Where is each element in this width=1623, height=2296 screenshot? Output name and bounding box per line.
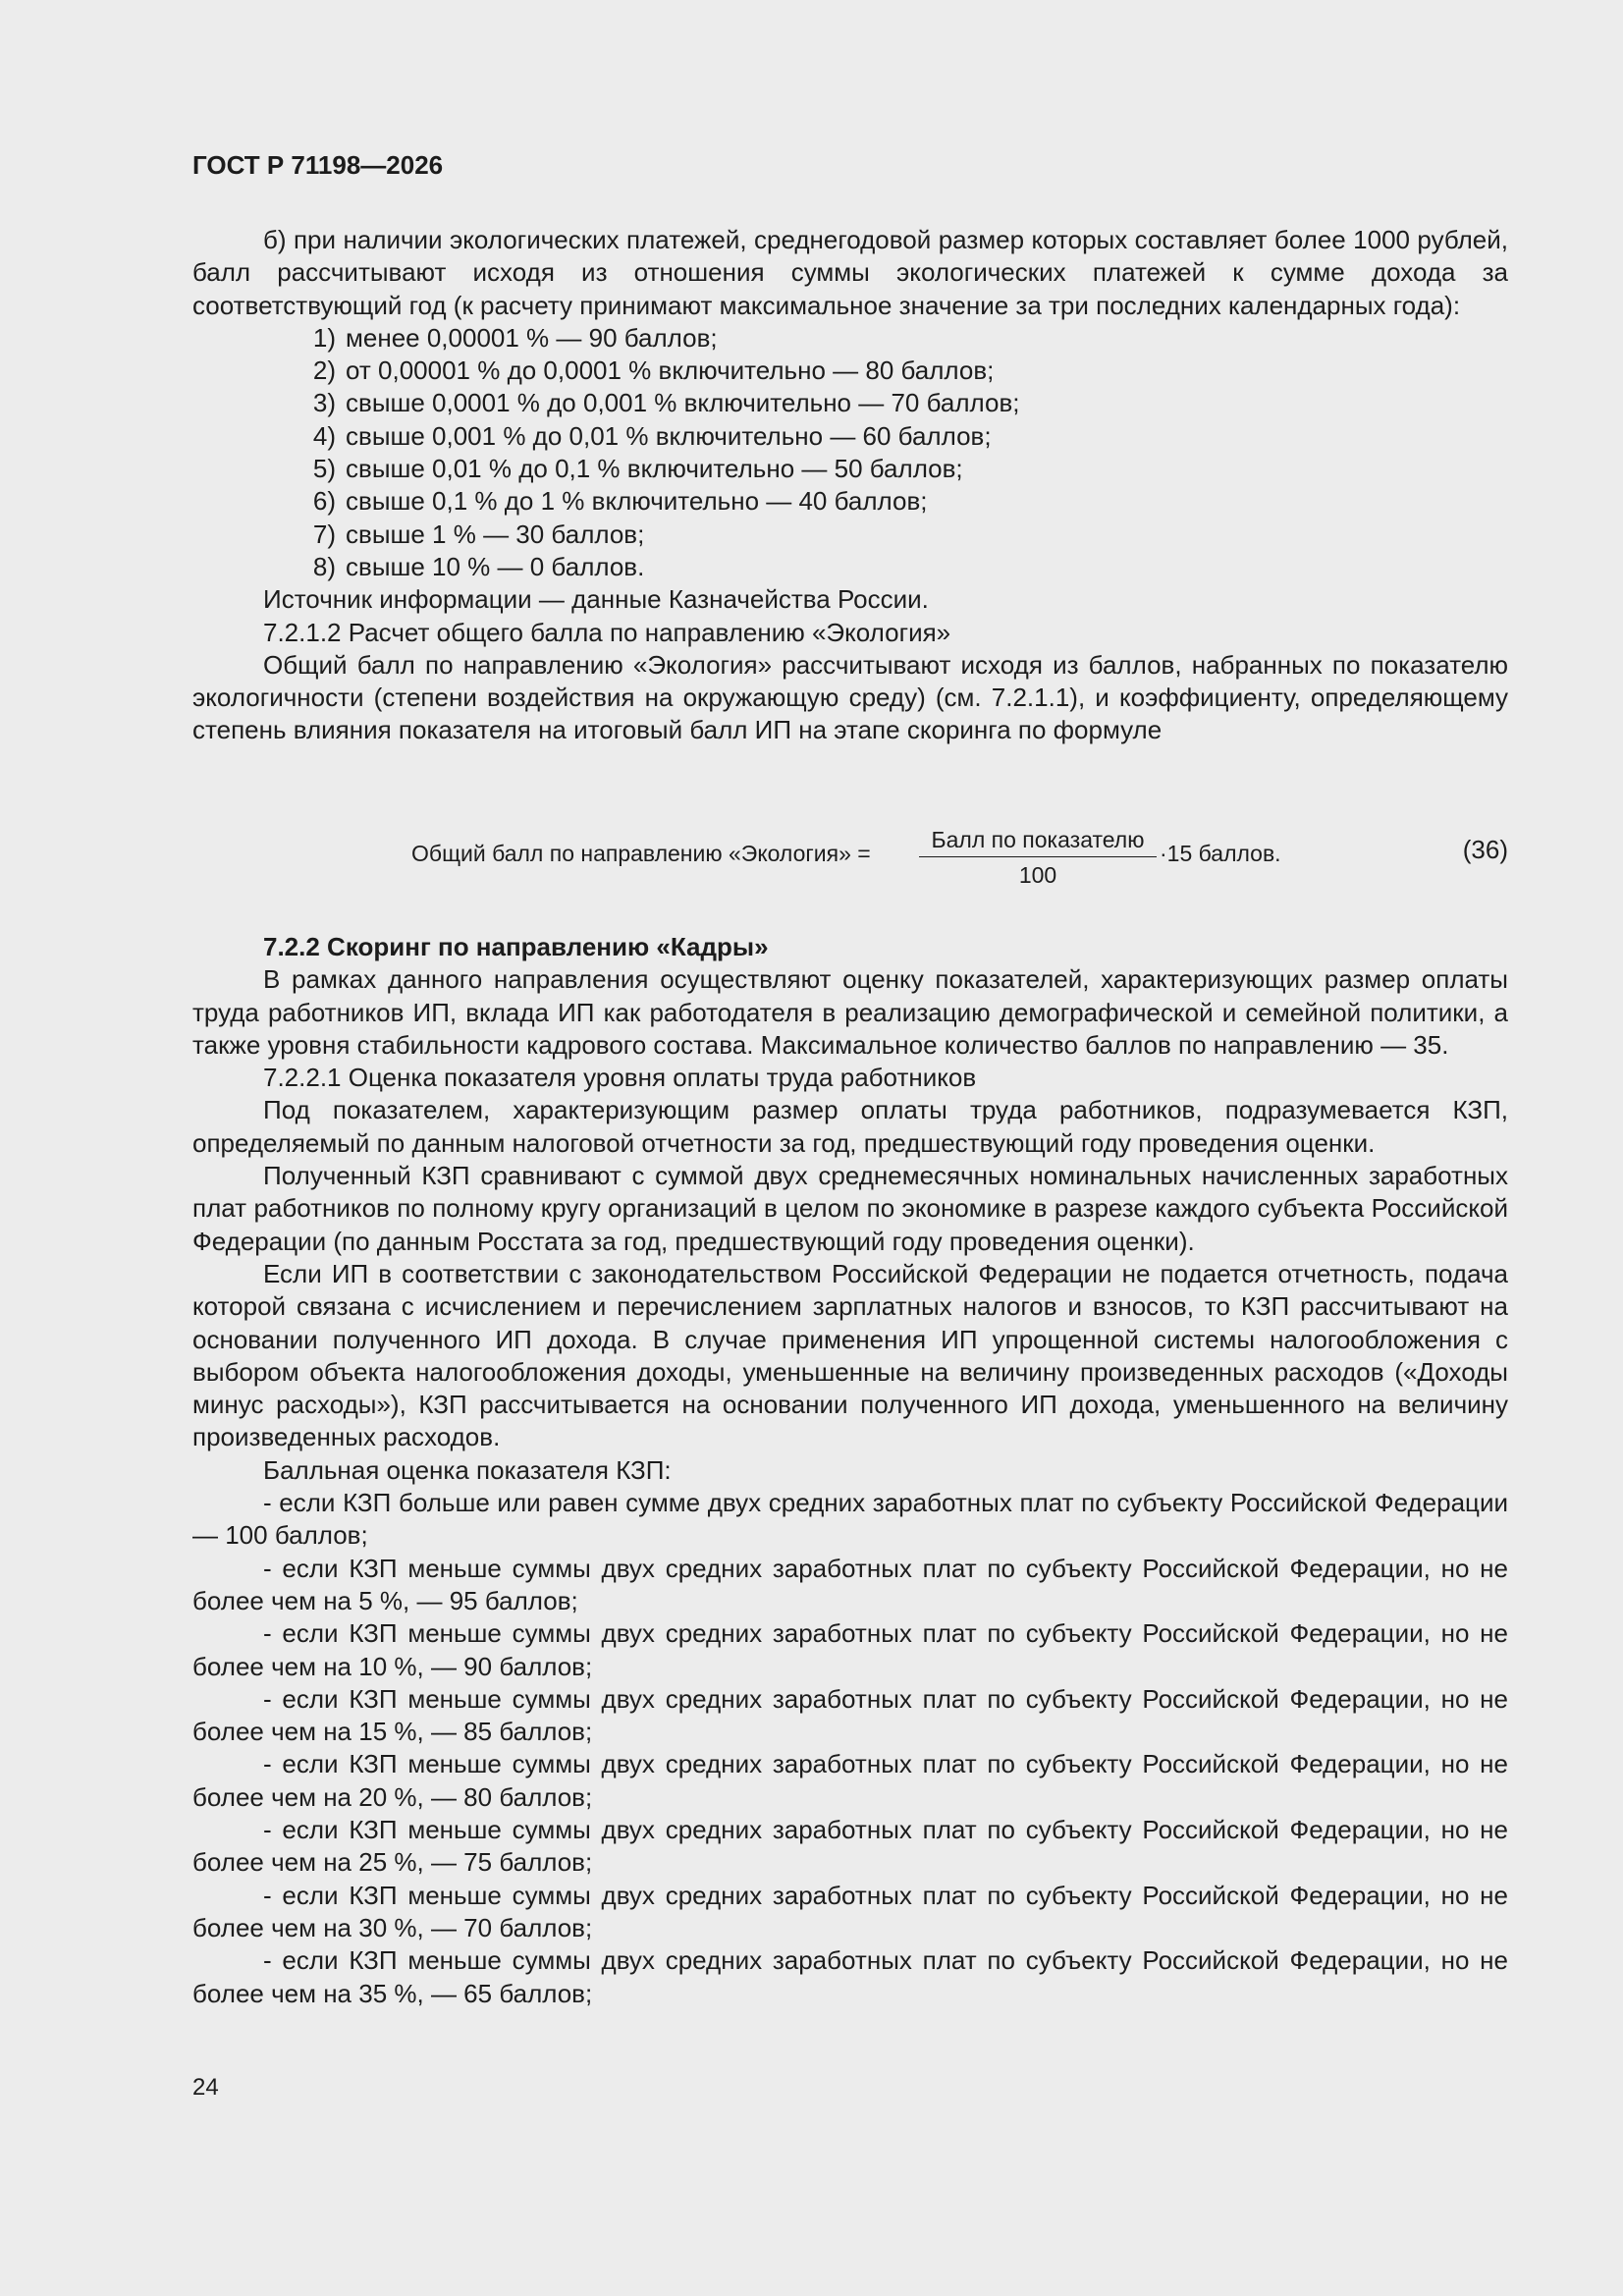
bullet-item: - если КЗП меньше суммы двух средних заработных плат по субъекту Российской Федерации, но не более чем на 15 %, — 85 баллов;: [192, 1683, 1508, 1747]
formula-rhs: ·15 баллов.: [1160, 841, 1281, 866]
list-item-number: 6): [312, 486, 336, 517]
section-personnel: [192, 931, 1508, 2010]
list-item-text: свыше 0,1 % до 1 % включительно — 40 баллов;: [346, 486, 928, 517]
paragraph: Полученный КЗП сравнивают с суммой двух среднемесячных номинальных начисленных заработных плат работников по полному кругу организаций в целом по экономике в разрезе каждого субъекта Российской Федерации (по данным Росстата за год, предшествующий году проведения оценки).: [192, 1161, 1508, 1256]
subsection-heading: 7.2.2.1 Оценка показателя уровня оплаты труда работников: [263, 1063, 977, 1093]
equation-number: (36): [1462, 835, 1508, 864]
list-item: [298, 322, 1508, 355]
list-item-text: свыше 0,0001 % до 0,001 % включительно — 70 баллов;: [346, 388, 1020, 418]
score-list: [192, 322, 1508, 583]
paragraph-general-score: Общий балл по направлению «Экология» рассчитывают исходя из баллов, набранных по показателю экологичности (степени воздействия на окружающую среду) (см. 7.2.1.1), и коэффициенту, определяющему степень влияния показателя на итоговый балл ИП на этапе скоринга по формуле: [192, 649, 1508, 745]
list-item-number: 2): [312, 355, 336, 386]
formula-fraction: [919, 825, 1157, 890]
bullet-item: - если КЗП меньше суммы двух средних заработных плат по субъекту Российской Федерации, но не более чем на 20 %, — 80 баллов;: [192, 1749, 1508, 1812]
bullet-item: - если КЗП меньше суммы двух средних заработных плат по субъекту Российской Федерации, но не более чем на 35 %, — 65 баллов;: [192, 1945, 1508, 2008]
list-item: [298, 551, 1508, 583]
list-item: [298, 355, 1508, 387]
list-item: [298, 519, 1508, 551]
formula-lhs: Общий балл по направлению «Экология» =: [411, 841, 871, 866]
list-item-number: 1): [312, 322, 336, 353]
list-item: [298, 485, 1508, 518]
paragraph-intro: В рамках данного направления осуществляют оценку показателей, характеризующих размер оплаты труда работников ИП, вклада ИП как работодателя в реализацию демографической и семейной политики, а также уровня стабильности кадрового состава. Максимальное количество баллов по направлению — 35.: [192, 964, 1508, 1060]
bullet-item: - если КЗП меньше суммы двух средних заработных плат по субъекту Российской Федерации, но не более чем на 5 %, — 95 баллов;: [192, 1553, 1508, 1615]
list-item-text: свыше 0,001 % до 0,01 % включительно — 60 баллов;: [346, 420, 992, 451]
bullet-item: - если КЗП меньше суммы двух средних заработных плат по субъекту Российской Федерации, но не более чем на 30 %, — 70 баллов;: [192, 1880, 1508, 1942]
paragraph: Если ИП в соответствии с законодательством Российской Федерации не подается отчетность, подача которой связана с исчислением и перечислением зарплатных налогов и взносов, то КЗП рассчитывают на основании полученного ИП дохода. В случае применения ИП упрощенной системы налогообложения с выбором объекта налогообложения доходы, уменьшенные на величину произведенных расходов («Доходы минус расходы»), КЗП рассчитывается на основании полученного ИП дохода, уменьшенного на величину произведенных расходов.: [192, 1258, 1508, 1452]
list-item: [298, 453, 1508, 485]
list-item: [298, 420, 1508, 453]
paragraph: Балльная оценка показателя КЗП:: [263, 1454, 672, 1485]
list-item-number: 8): [312, 551, 336, 581]
section-heading: 7.2.2 Скоринг по направлению «Кадры»: [263, 932, 769, 961]
paragraph: Под показателем, характеризующим размер оплаты труда работников, подразумевается КЗП, определяемый по данным налоговой отчетности за год, предшествующий году проведения оценки.: [192, 1095, 1508, 1158]
section-ecology-continued: [192, 224, 1508, 747]
list-item-number: 7): [312, 519, 336, 549]
list-item-text: свыше 1 % — 30 баллов;: [346, 519, 645, 549]
bullet-item: - если КЗП меньше суммы двух средних заработных плат по субъекту Российской Федерации, но не более чем на 10 %, — 90 баллов;: [192, 1618, 1508, 1681]
formula-numerator: Балл по показателю: [931, 827, 1145, 852]
list-item-number: 5): [312, 454, 336, 484]
list-item-number: 3): [312, 388, 336, 418]
page-number: 24: [192, 2074, 219, 2101]
bullet-item: - если КЗП меньше суммы двух средних заработных плат по субъекту Российской Федерации, но не более чем на 25 %, — 75 баллов;: [192, 1815, 1508, 1878]
list-item-number: 4): [312, 420, 336, 451]
formula-denominator: 100: [1018, 862, 1057, 888]
subsection-heading: 7.2.1.2 Расчет общего балла по направлению «Экология»: [263, 617, 951, 647]
list-item-text: свыше 0,01 % до 0,1 % включительно — 50 баллов;: [346, 454, 963, 484]
list-item: [298, 387, 1508, 419]
list-item-text: менее 0,00001 % — 90 баллов;: [346, 322, 718, 353]
paragraph-source: Источник информации — данные Казначейства России.: [263, 584, 929, 615]
formula: [192, 821, 1508, 900]
list-item-text: от 0,00001 % до 0,0001 % включительно — 80 баллов;: [346, 355, 995, 386]
fraction-bar: [919, 856, 1157, 857]
list-item-text: свыше 10 % — 0 баллов.: [346, 551, 645, 581]
document-code: ГОСТ Р 71198—2026: [192, 150, 444, 180]
paragraph-intro: б) при наличии экологических платежей, среднегодовой размер которых составляет более 1000 рублей, балл рассчитывают исходя из отношения суммы экологических платежей к сумме дохода за соответствующий год (к расчету принимают максимальное значение за три последних календарных года):: [192, 225, 1508, 320]
bullet-item: - если КЗП больше или равен сумме двух средних заработных плат по субъекту Российской Федерации — 100 баллов;: [192, 1488, 1508, 1551]
